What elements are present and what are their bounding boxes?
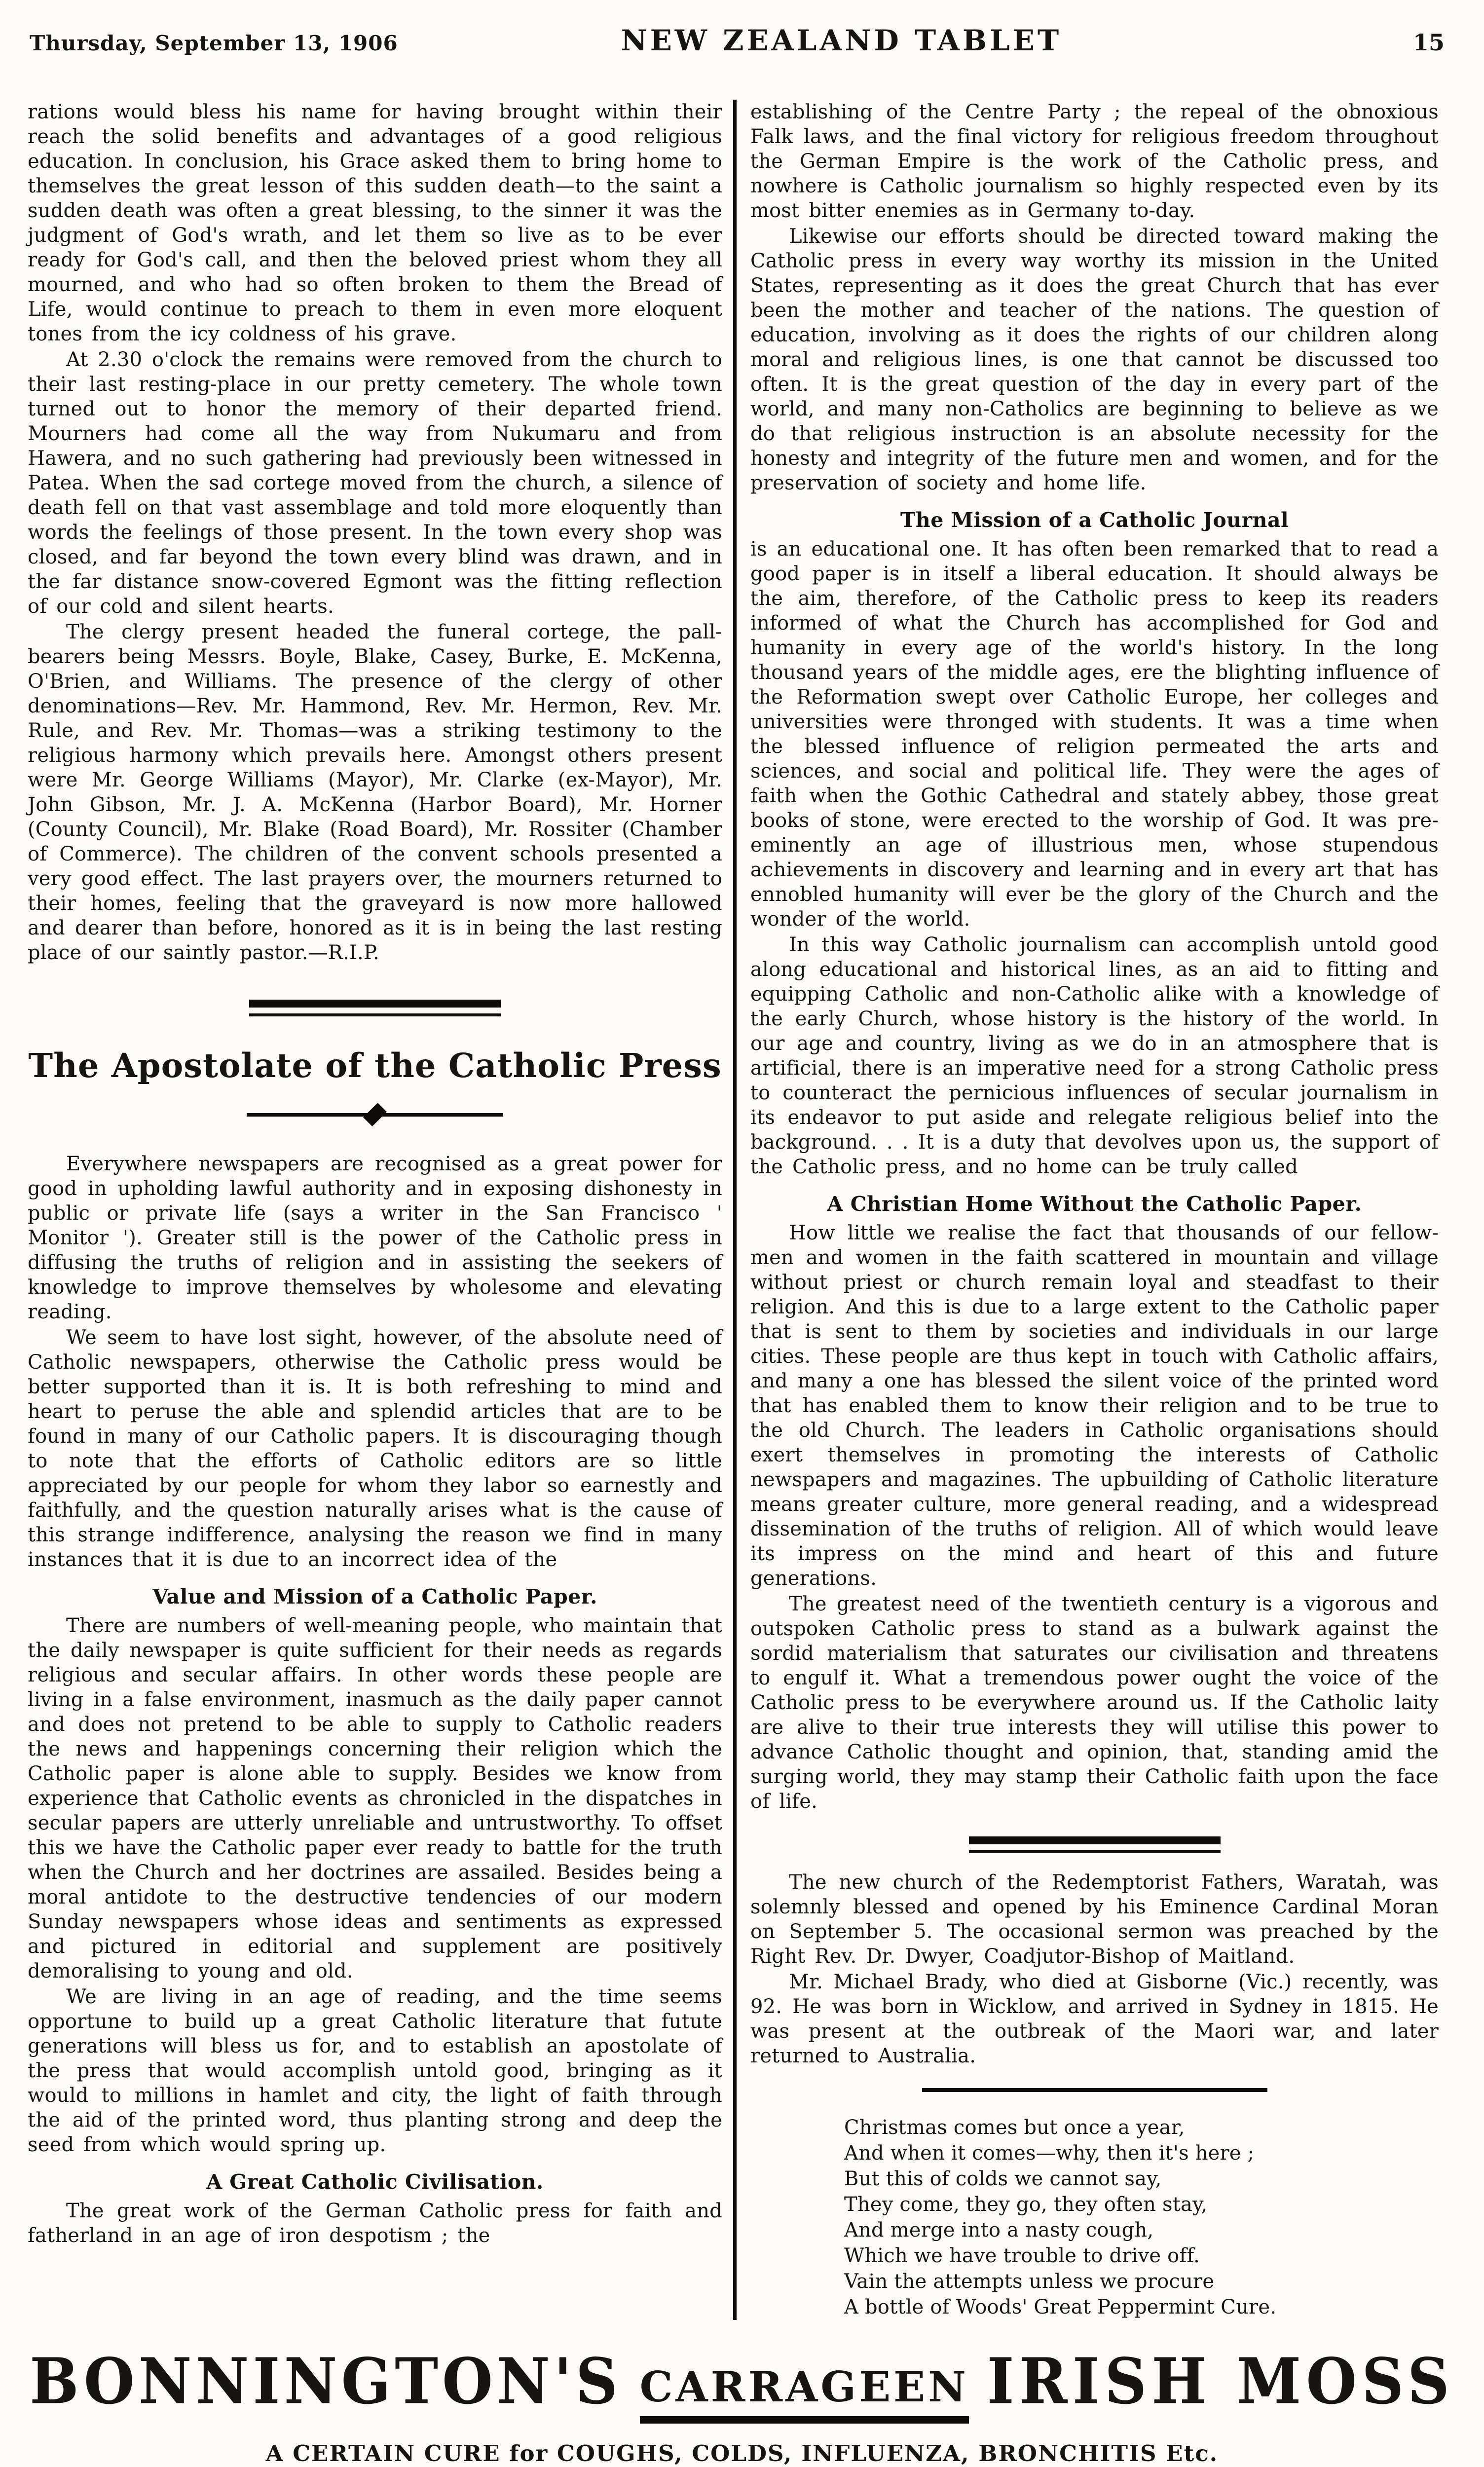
paragraph: How little we realise the fact that thousands of our fellow-men and women in the faith scattered in mountain and village without priest or church remain loyal and steadfast to their religion. And this is due to a large extent to the Catholic paper that is sent to them by societies and individuals in our large cities. These people are thus kept in touch with Catholic affairs, and many a one has blessed the silent voice of the printed word that has enabled them to know their religion and to be true to the old Church. The leaders in Catholic organisations should exert themselves in promoting the interests of Catholic newspapers and magazines. The upbuilding of Catholic literature means greater culture, more general reading, and a widespread dissemination of the truths of religion. All of which would leave its impress on the mind and heart of this and future generations.	[750, 1222, 1439, 1590]
masthead: NEW ZEALAND TABLET	[621, 24, 1062, 57]
section-divider	[969, 1836, 1221, 1853]
poem	[844, 2115, 1439, 2320]
paragraph: The clergy present headed the funeral cortege, the pall-bearers being Messrs. Boyle, Blake, Casey, Burke, E. McKenna, O'Brien, and Williams. The presence of the clergy of other denominations—Rev. Mr. Hammond, Rev. Mr. Hermon, Rev. Mr. Rule, and Rev. Mr. Thomas—was a striking testimony to the religious harmony which prevails here. Amongst others present were Mr. George Williams (Mayor), Mr. Clarke (ex-Mayor), Mr. John Gibson, Mr. J. A. McKenna (Harbor Board), Mr. Horner (County Council), Mr. Blake (Road Board), Mr. Rossiter (Chamber of Commerce). The children of the convent schools presented a very good effect. The last prayers over, the mourners returned to their homes, feeling that the graveyard is now more hallowed and dearer than before, honored as it is in being the last resting place of our saintly pastor.—R.I.P.	[28, 621, 722, 964]
advert	[0, 2334, 1484, 2467]
issue-date: Thursday, September 13, 1906	[30, 31, 398, 55]
left-column	[28, 100, 733, 2320]
paragraph: Likewise our efforts should be directed toward making the Catholic press in every way worthy its mission in the United States, representing as it does the great Church that has ever been the mother and teacher of the nations. The question of education, involving as it does the rights of our children along moral and religious lines, is one that cannot be discussed too often. It is the great question of the day in every part of the world, and many non-Catholics are beginning to believe as we do that religious instruction is an absolute necessity for the honesty and integrity of the future men and women, and for the preservation of society and home life.	[750, 225, 1439, 494]
paragraph: We seem to have lost sight, however, of the absolute need of Catholic newspapers, otherwise the Catholic press would be better supported than it is. It is both refreshing to mind and heart to peruse the able and splendid articles that are to be found in many of our Catholic papers. It is discouraging though to note that the efforts of Catholic editors are so little appreciated by our people for whom they labor so earnestly and faithfully, and the question naturally arises what is the cause of this strange indifference, analysing the reason we find in many instances that it is due to an incorrect idea of the	[28, 1326, 722, 1571]
paragraph: There are numbers of well-meaning people, who maintain that the daily newspaper is quite sufficient for their needs as regards religious and secular affairs. In other words these people are living in a false environment, inasmuch as the daily paper cannot and does not pretend to be able to supply to Catholic readers the news and happenings concerning their religion which the Catholic paper is alone able to supply. Besides we know from experience that Catholic events as chronicled in the dispatches in secular papers are utterly unreliable and untrustworthy. To offset this we have the Catholic paper ever ready to battle for the truth when the Church and her doctrines are assailed. Besides being a moral antidote to the destructive tendencies of our modern Sunday newspapers whose ideas and sentiments as expressed and pictured in editorial and supplement are positively demoralising to young and old.	[28, 1614, 722, 1982]
paragraph: In this way Catholic journalism can accomplish untold good along educational and historical lines, as an aid to fitting and equipping Catholic and non-Catholic alike with a knowledge of the early Church, whose history is the history of the world. In our age and country, living as we do in an atmosphere that is artificial, there is an imperative need for a strong Catholic press to counteract the pernicious influences of secular journalism in its endeavor to put aside and relegate religious belief into the background. . . It is a duty that devolves upon us, the support of the Catholic press, and no home can be truly called	[750, 934, 1439, 1178]
paragraph: is an educational one. It has often been remarked that to read a good paper is in itself a liberal education. It should always be the aim, therefore, of the Catholic press to keep its readers informed of what the Church has accomplished for God and humanity in every age of the world's history. In the long thousand years of the middle ages, ere the blighting influence of the Reformation swept over Catholic Europe, her colleges and universities were thronged with students. It was a time when the blessed influence of religion permeated the arts and sciences, and social and political life. They were the ages of faith when the Gothic Cathedral and stately abbey, those great books of stone, were erected to the worship of God. It was pre-eminently an age of illustrious men, whose stupendous achievements in discovery and learning and in every art that has ennobled humanity will ever be the glory of the Church and the wonder of the world.	[750, 538, 1439, 931]
paragraph: We are living in an age of reading, and the time seems opportune to build up a great Catholic literature that futute generations will bless us for, and to establish an apostolate of the press that would accomplish untold good, bringing as it would to millions in hamlet and city, the light of faith through the aid of the printed word, thus planting strong and deep the seed from which would spring up.	[28, 1985, 722, 2156]
advert-product: IRISH MOSS	[987, 2344, 1454, 2418]
poem-line: And merge into a nasty cough,	[844, 2219, 1154, 2242]
paragraph: The greatest need of the twentieth century is a vigorous and outspoken Catholic press to stand as a bulwark against the sordid materialism that saturates our civilisation and threatens to engulf it. What a tremendous power ought the voice of the Catholic press to be everywhere around us. If the Catholic laity are alive to their true interests they will utilise this power to advance Catholic thought and opinion, that, standing amid the surging world, they may stamp their Catholic faith upon the face of life.	[750, 1593, 1439, 1813]
crosshead: A Christian Home Without the Catholic Paper.	[827, 1192, 1362, 1216]
poem-line: Which we have trouble to drive off.	[844, 2244, 1200, 2267]
column-area	[0, 74, 1484, 2330]
crosshead: The Mission of a Catholic Journal	[900, 508, 1289, 532]
poem-line: A bottle of Woods' Great Peppermint Cure.	[844, 2296, 1277, 2318]
poem-line: But this of colds we cannot say,	[844, 2168, 1162, 2190]
poem-line: Vain the attempts unless we procure	[844, 2270, 1215, 2293]
paragraph: The new church of the Redemptorist Fathers, Waratah, was solemnly blessed and opened by his Eminence Cardinal Moran on September 5. The occasional sermon was preached by the Right Rev. Dr. Dwyer, Coadjutor-Bishop of Maitland.	[750, 1871, 1439, 1968]
paragraph: At 2.30 o'clock the remains were removed from the church to their last resting-place in our pretty cemetery. The whole town turned out to honor the memory of their departed friend. Mourners had come all the way from Nukumaru and from Hawera, and no such gathering had previously been witnessed in Patea. When the sad cortege moved from the church, a silence of death fell on that vast assemblage and told more eloquently than words the feelings of those present. In the town every shop was closed, and far beyond the town every blind was drawn, and in the far distance snow-covered Egmont was the fitting reflection of our cold and silent hearts.	[28, 348, 722, 618]
poem-line: And when it comes—why, then it's here ;	[844, 2142, 1255, 2165]
crosshead: A Great Catholic Civilisation.	[206, 2170, 544, 2194]
swelled-rule-ornament	[247, 1105, 503, 1124]
poem-line: Christmas comes but once a year,	[844, 2116, 1185, 2139]
section-divider	[249, 1000, 501, 1016]
crosshead: Value and Mission of a Catholic Paper.	[152, 1585, 597, 1608]
paragraph: establishing of the Centre Party ; the repeal of the obnoxious Falk laws, and the final victory for religious freedom throughout the German Empire is the work of the Catholic press, and nowhere is Catholic journalism so highly respected even by its most bitter enemies as in Germany to-day.	[750, 101, 1439, 222]
advert-headline-row	[30, 2344, 1454, 2424]
running-head	[0, 0, 1484, 57]
paragraph: Mr. Michael Brady, who died at Gisborne (Vic.) recently, was 92. He was born in Wicklow, and arrived in Sydney in 1815. He was present at the outbreak of the Maori war, and later returned to Australia.	[750, 1971, 1439, 2067]
right-column	[733, 100, 1439, 2320]
paragraph: The great work of the German Catholic press for faith and fatherland in an age of iron despotism ; the	[28, 2200, 722, 2247]
rule-divider	[922, 2088, 1267, 2092]
poem-line: They come, they go, they often stay,	[844, 2193, 1208, 2216]
article-title: The Apostolate of the Catholic Press	[28, 1046, 722, 1085]
advert-product-underlined: CARRAGEEN	[640, 2362, 969, 2424]
paragraph: Everywhere newspapers are recognised as a great power for good in upholding lawful authority and in exposing dishonesty in public or private life (says a writer in the San Francisco ' Monitor '). Greater still is the power of the Catholic press in diffusing the truths of religion and in assisting the seekers of knowledge to improve themselves by wholesome and elevating reading.	[28, 1153, 722, 1323]
advert-brand: BONNINGTON'S	[30, 2344, 622, 2418]
advert-tagline: A CERTAIN CURE for COUGHS, COLDS, INFLUENZA, BRONCHITIS Etc.	[265, 2440, 1219, 2467]
page-number: 15	[1412, 29, 1445, 56]
paragraph: rations would bless his name for having brought within their reach the solid benefits and advantages of a good religious education. In conclusion, his Grace asked them to bring home to themselves the great lesson of this sudden death—to the saint a sudden death was often a great blessing, to the sinner it was the judgment of God's wrath, and let them so live as to be ever ready for God's call, and then the beloved priest whom they all mourned, and who had so often broken to them the Bread of Life, would continue to preach to them in even more eloquent tones from the icy coldness of his grave.	[28, 101, 722, 345]
